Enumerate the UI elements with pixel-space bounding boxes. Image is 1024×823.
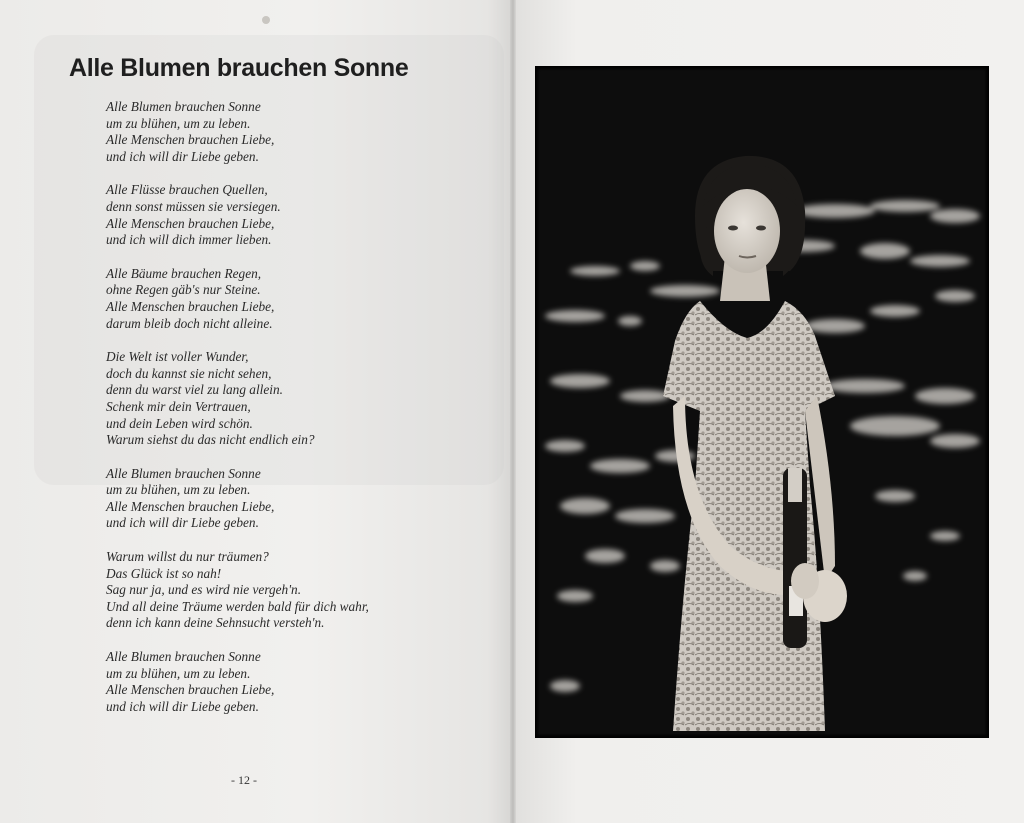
lyric-line: und ich will dich immer lieben. [106,232,272,248]
lyric-line: um zu blühen, um zu leben. [106,482,251,498]
lyric-line: Alle Menschen brauchen Liebe, [106,215,275,231]
lyric-line: Alle Menschen brauchen Liebe, [106,298,275,314]
lyric-line: Warum willst du nur träumen? [106,549,269,565]
lyric-line: Alle Bäume brauchen Regen, [106,265,262,281]
stanza [106,99,496,165]
lyric-line: darum bleib doch nicht alleine. [106,315,273,331]
lyric-line: denn sonst müssen sie versiegen. [106,198,281,214]
lyric-line: Alle Blumen brauchen Sonne [106,649,261,665]
lyric-line: Alle Menschen brauchen Liebe, [106,498,275,514]
song-lyrics [106,99,496,732]
stanza [106,549,496,632]
lyric-line: Sag nur ja, und es wird nie vergeh'n. [106,582,302,598]
lyric-line: Alle Menschen brauchen Liebe, [106,682,275,698]
lyric-line: Alle Flüsse brauchen Quellen, [106,182,268,198]
lyric-line: doch du kannst sie nicht sehen, [106,365,272,381]
lyric-line: Die Welt ist voller Wunder, [106,349,249,365]
lyric-line: Das Glück ist so nah! [106,565,222,581]
page-title: Alle Blumen brauchen Sonne [69,54,409,82]
lyric-line: und ich will dir Liebe geben. [106,698,259,714]
stanza [106,649,496,715]
lyric-line: Warum siehst du das nicht endlich ein? [106,432,315,448]
lyric-line: Und all deine Träume werden bald für dich wahr, [106,598,369,614]
lyric-line: denn du warst viel zu lang allein. [106,382,283,398]
lyric-line: Schenk mir dein Vertrauen, [106,398,251,414]
photo-woman-in-lace-dress [535,66,989,738]
lyric-line: Alle Menschen brauchen Liebe, [106,132,275,148]
stanza [106,349,496,449]
page-number: - 12 - [231,773,257,787]
stanza [106,266,496,332]
lyric-line: und ich will dir Liebe geben. [106,515,259,531]
lyric-line: und dein Leben wird schön. [106,415,253,431]
lyric-line: Alle Blumen brauchen Sonne [106,465,261,481]
lyric-line: um zu blühen, um zu leben. [106,665,251,681]
lyric-line: ohne Regen gäb's nur Steine. [106,282,261,298]
lyric-line: Alle Blumen brauchen Sonne [106,99,261,114]
lyric-line: denn ich kann deine Sehnsucht versteh'n. [106,615,325,631]
lyric-line: um zu blühen, um zu leben. [106,115,251,131]
stanza [106,466,496,532]
paper-speck [262,16,270,24]
stanza [106,182,496,248]
lyric-line: und ich will dir Liebe geben. [106,148,259,164]
